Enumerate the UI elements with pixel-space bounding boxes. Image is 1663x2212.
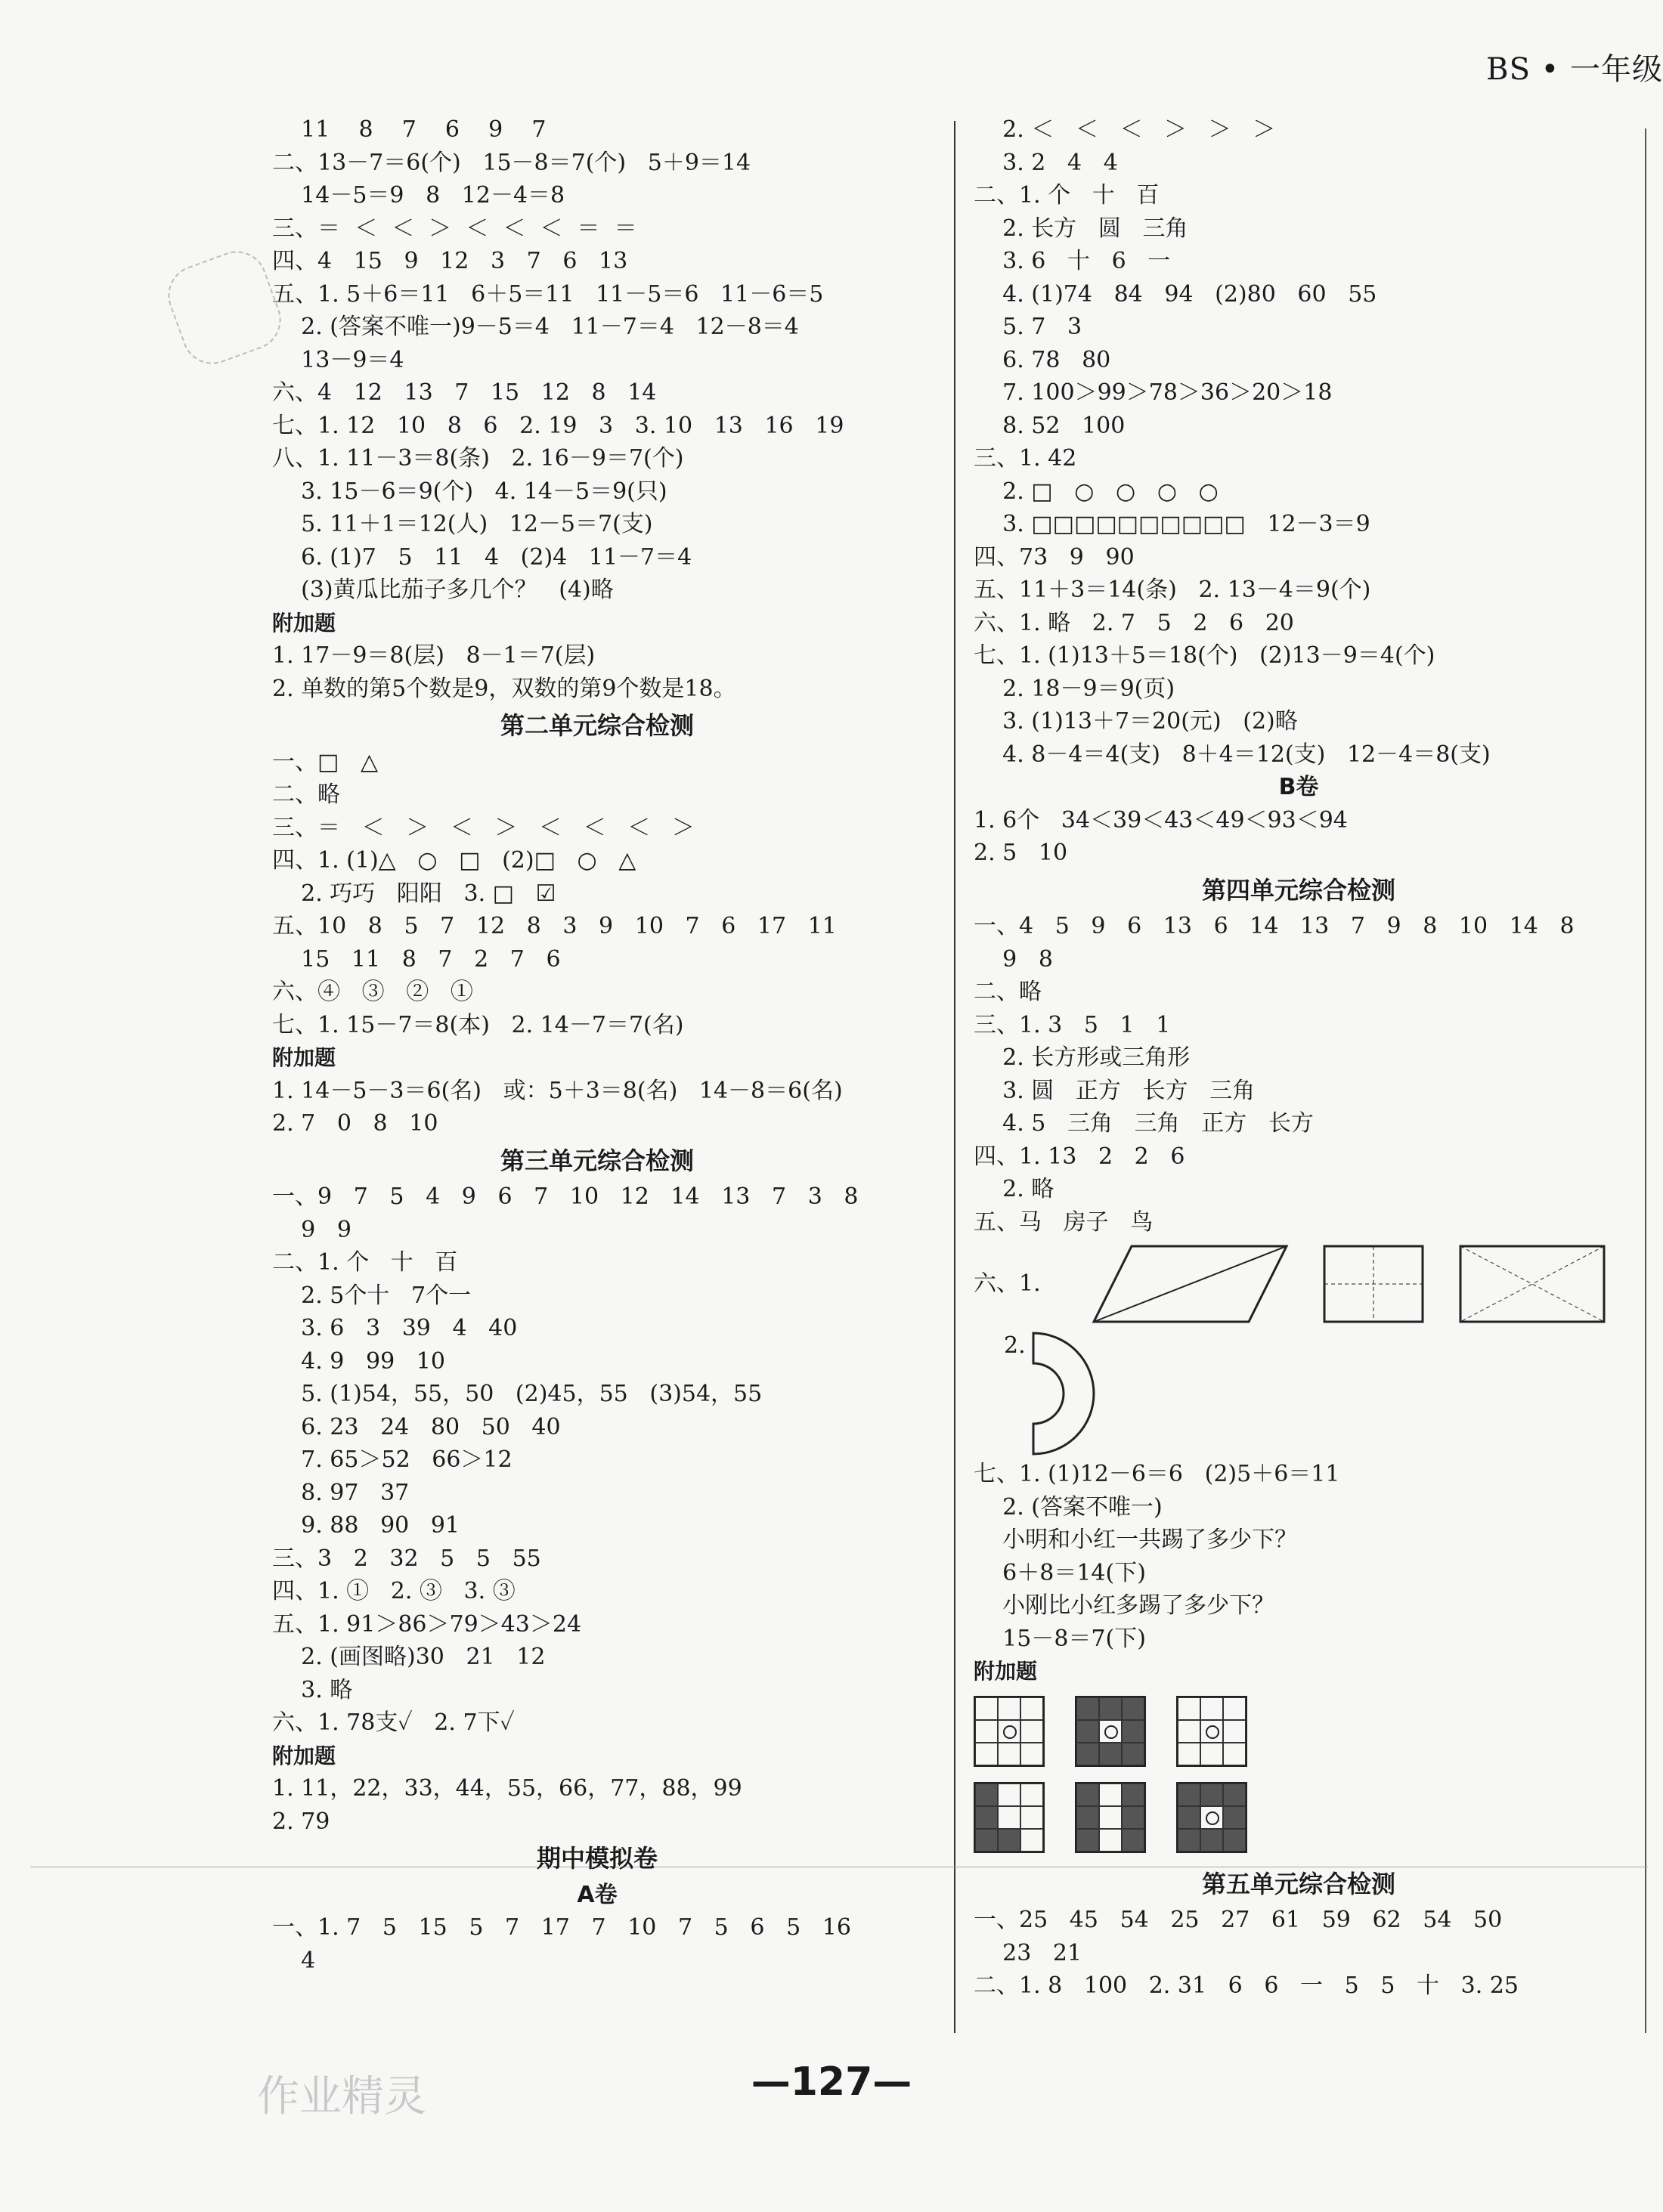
answer-line: 六、1. 略 2. 7 5 2 6 20 (974, 609, 1294, 636)
answer-line: 五、马 房子 鸟 (974, 1208, 1154, 1236)
answer-line: 四、1. 13 2 2 6 (974, 1143, 1185, 1170)
answer-line: 四、1. (1)△ ○ □ (2)□ ○ △ (272, 847, 636, 874)
answer-line: 小明和小红一共踢了多少下？ (974, 1527, 1298, 1553)
answer-line: 8. 52 100 (974, 412, 1126, 439)
answer-line: 1. 17－9＝8(层) 8－1＝7(层) (272, 642, 596, 669)
answer-line: 4. 5 三角 三角 正方 长方 (974, 1110, 1314, 1137)
answer-line: 3. □□□□□□□□□□ 12－3＝9 (974, 511, 1370, 537)
answer-line: 三、3 2 32 5 5 55 (272, 1545, 541, 1572)
answer-line: 1. 14－5－3＝6(名) 或：5＋3＝8(名) 14－8＝6(名) (272, 1077, 843, 1104)
answer-line: 一、□ △ (272, 748, 379, 775)
section-heading: 第四单元综合检测 (1201, 875, 1395, 905)
grid-figure (1075, 1696, 1146, 1767)
figure-label: 2. (1004, 1332, 1026, 1359)
answer-line: 7. 100＞99＞78＞36＞20＞18 (974, 379, 1333, 406)
paper-label: A卷 (577, 1881, 618, 1908)
answer-line: 2. 18－9＝9(页) (974, 675, 1175, 702)
answer-line: 5. (1)54，55，50 (2)45，55 (3)54，55 (272, 1381, 763, 1407)
bonus-heading: 附加题 (272, 1743, 336, 1768)
answer-line: 4. 9 99 10 (272, 1347, 445, 1375)
answer-line: 6. 78 80 (974, 346, 1111, 373)
page-header: BS • 一年级 (1486, 52, 1663, 87)
square-cross-figure (1321, 1242, 1426, 1326)
answer-line: 3. 6 十 6 一 (974, 248, 1171, 274)
answer-line: 二、1. 个 十 百 (974, 182, 1160, 209)
grid-figures (974, 1696, 1624, 1853)
watermark: 作业精灵 (257, 2072, 426, 2121)
answer-line: 1. 6个 34＜39＜43＜49＜93＜94 (974, 806, 1348, 834)
grid-figure (1176, 1696, 1247, 1767)
answer-line: 七、1. 12 10 8 6 2. 19 3 3. 10 13 16 19 (272, 412, 844, 439)
answer-line: 6. (1)7 5 11 4 (2)4 11－7＝4 (272, 543, 692, 571)
answer-line: 2. 5个十 7个一 (272, 1282, 472, 1309)
bonus-heading: 附加题 (974, 1659, 1038, 1684)
answer-line: 4 (272, 1947, 316, 1974)
answer-line: 2. 单数的第5个数是9，双数的第9个数是18。 (272, 675, 736, 702)
section-heading: 第二单元综合检测 (500, 711, 694, 740)
answer-line: 4. 8－4＝4(支) 8＋4＝12(支) 12－4＝8(支) (974, 741, 1491, 768)
answer-line: 5. 11＋1＝12(人) 12－5＝7(支) (272, 511, 653, 537)
answer-line: 2. ＜ ＜ ＜ ＞ ＞ ＞ (974, 116, 1276, 143)
answer-line: 六、4 12 13 7 15 12 8 14 (272, 379, 657, 406)
answer-line: 23 21 (974, 1939, 1082, 1966)
answer-line: 三、＝ ＜ ＜ ＞ ＜ ＜ ＜ ＝ ＝ (272, 215, 637, 242)
half-ring-icon (1026, 1329, 1109, 1458)
answer-line: (3)黄瓜比茄子多几个？ (4)略 (272, 577, 614, 603)
answer-line: 2. (答案不唯一)9－5＝4 11－7＝4 12－8＝4 (272, 314, 799, 340)
answer-line: 2. 长方形或三角形 (974, 1044, 1191, 1071)
answer-line: 四、73 9 90 (974, 543, 1135, 571)
answer-line: 小刚比小红多踢了多少下？ (974, 1592, 1275, 1619)
section-heading: 期中模拟卷 (536, 1844, 658, 1873)
answer-line: 3. 圆 正方 长方 三角 (974, 1077, 1256, 1104)
left-column (272, 113, 922, 1977)
section-heading: 第三单元综合检测 (500, 1146, 694, 1175)
answer-line: 13－9＝4 (272, 346, 404, 373)
answer-line: 二、略 (974, 979, 1042, 1005)
right-column (974, 113, 1624, 2003)
answer-line: 3. 略 (272, 1676, 353, 1703)
answer-line: 四、4 15 9 12 3 7 6 13 (272, 248, 628, 274)
answer-line: 2. 7 0 8 10 (272, 1110, 438, 1137)
answer-line: 2. 5 10 (974, 840, 1068, 866)
answer-line: 3. 6 3 39 4 40 (272, 1315, 518, 1341)
answer-line: 三、＝ ＜ ＞ ＜ ＞ ＜ ＜ ＜ ＞ (272, 814, 695, 841)
answer-line: 3. (1)13＋7＝20(元) (2)略 (974, 708, 1298, 735)
answer-line: 7. 65＞52 66＞12 (272, 1446, 513, 1473)
answer-line: 一、4 5 9 6 13 6 14 13 7 9 8 10 14 8 (974, 913, 1575, 939)
answer-line: 五、11＋3＝14(条) 2. 13－4＝9(个) (974, 577, 1371, 603)
answer-line: 2. 略 (974, 1176, 1054, 1202)
answer-line: 6. 23 24 80 50 40 (272, 1413, 561, 1440)
rectangle-x-figure (1457, 1242, 1608, 1326)
page-number: —127— (751, 2059, 912, 2105)
answer-line: 2. (答案不唯一) (974, 1493, 1163, 1521)
answer-line: 七、1. (1)12－6＝6 (2)5＋6＝11 (974, 1461, 1340, 1487)
paper-label: B卷 (1278, 774, 1319, 800)
bonus-heading: 附加题 (272, 1045, 336, 1070)
answer-line: 四、1. ① 2. ③ 3. ③ (272, 1578, 516, 1604)
answer-line: 2. 长方 圆 三角 (974, 215, 1188, 242)
stamp-logo (159, 243, 290, 373)
answer-line: 二、13－7＝6(个) 15－8＝7(个) 5＋9＝14 (272, 149, 751, 176)
answer-line: 二、略 (272, 781, 340, 808)
answer-line: 五、1. 5＋6＝11 6＋5＝11 11－5＝6 11－6＝5 (272, 280, 824, 308)
column-divider (954, 121, 955, 2033)
grid-figure (974, 1782, 1045, 1853)
bonus-heading: 附加题 (272, 610, 336, 636)
section-heading: 第五单元综合检测 (1201, 1869, 1395, 1898)
parallelogram-figure (1071, 1242, 1290, 1326)
answer-line: 2. 79 (272, 1808, 330, 1835)
answer-line: 三、1. 42 (974, 445, 1077, 472)
answer-line: 五、10 8 5 7 12 8 3 9 10 7 6 17 11 (272, 913, 837, 939)
arc-figure (1004, 1329, 1624, 1458)
answer-line: 一、25 45 54 25 27 61 59 62 54 50 (974, 1907, 1503, 1933)
answer-line: 2. (画图略)30 21 12 (272, 1644, 546, 1670)
answer-line: 一、9 7 5 4 9 6 7 10 12 14 13 7 3 8 (272, 1183, 859, 1210)
answer-line: 二、1. 8 100 2. 31 6 6 一 5 5 十 3. 25 (974, 1972, 1519, 1999)
grid-figure (1176, 1782, 1247, 1853)
answer-line: 5. 7 3 (974, 314, 1082, 340)
figure-label: 六、1. (974, 1270, 1041, 1298)
answer-line: 1. 11，22，33，44，55，66，77，88，99 (272, 1775, 742, 1802)
answer-line: 14－5＝9 8 12－4＝8 (272, 182, 565, 209)
answer-line: 六、1. 78支✓ 2. 7下✓ (272, 1709, 515, 1736)
answer-line: 五、1. 91＞86＞79＞43＞24 (272, 1610, 582, 1638)
grid-figure (974, 1696, 1045, 1767)
right-edge-line (1645, 128, 1646, 2033)
shape-figures (974, 1239, 1624, 1329)
answer-line: 六、④ ③ ② ① (272, 979, 473, 1005)
answer-line: 9 8 (974, 945, 1053, 973)
answer-line: 15－8＝7(下) (974, 1625, 1146, 1652)
answer-line: 15 11 8 7 2 7 6 (272, 945, 561, 973)
answer-line: 八、1. 11－3＝8(条) 2. 16－9＝7(个) (272, 445, 684, 472)
answer-line: 4. (1)74 84 94 (2)80 60 55 (974, 280, 1377, 308)
answer-line: 2. 巧巧 阳阳 3. □ ☑ (272, 880, 556, 907)
answer-line: 3. 15－6＝9(个) 4. 14－5＝9(只) (272, 478, 667, 505)
answer-line: 七、1. (1)13＋5＝18(个) (2)13－9＝4(个) (974, 642, 1435, 669)
answer-line: 9 9 (272, 1216, 351, 1243)
answer-line: 8. 97 37 (272, 1479, 410, 1506)
answer-line: 6＋8＝14(下) (974, 1559, 1146, 1586)
answer-line: 三、1. 3 5 1 1 (974, 1011, 1171, 1038)
answer-line: 二、1. 个 十 百 (272, 1249, 458, 1276)
answer-line: 一、1. 7 5 15 5 7 17 7 10 7 5 6 5 16 (272, 1914, 851, 1941)
answer-line: 11 8 7 6 9 7 (272, 116, 547, 143)
answer-line: 3. 2 4 4 (974, 149, 1118, 176)
answer-line: 2. □ ○ ○ ○ ○ (974, 478, 1219, 505)
answer-line: 七、1. 15－7＝8(本) 2. 14－7＝7(名) (272, 1011, 684, 1038)
grid-figure (1075, 1782, 1146, 1853)
answer-line: 9. 88 90 91 (272, 1512, 460, 1539)
